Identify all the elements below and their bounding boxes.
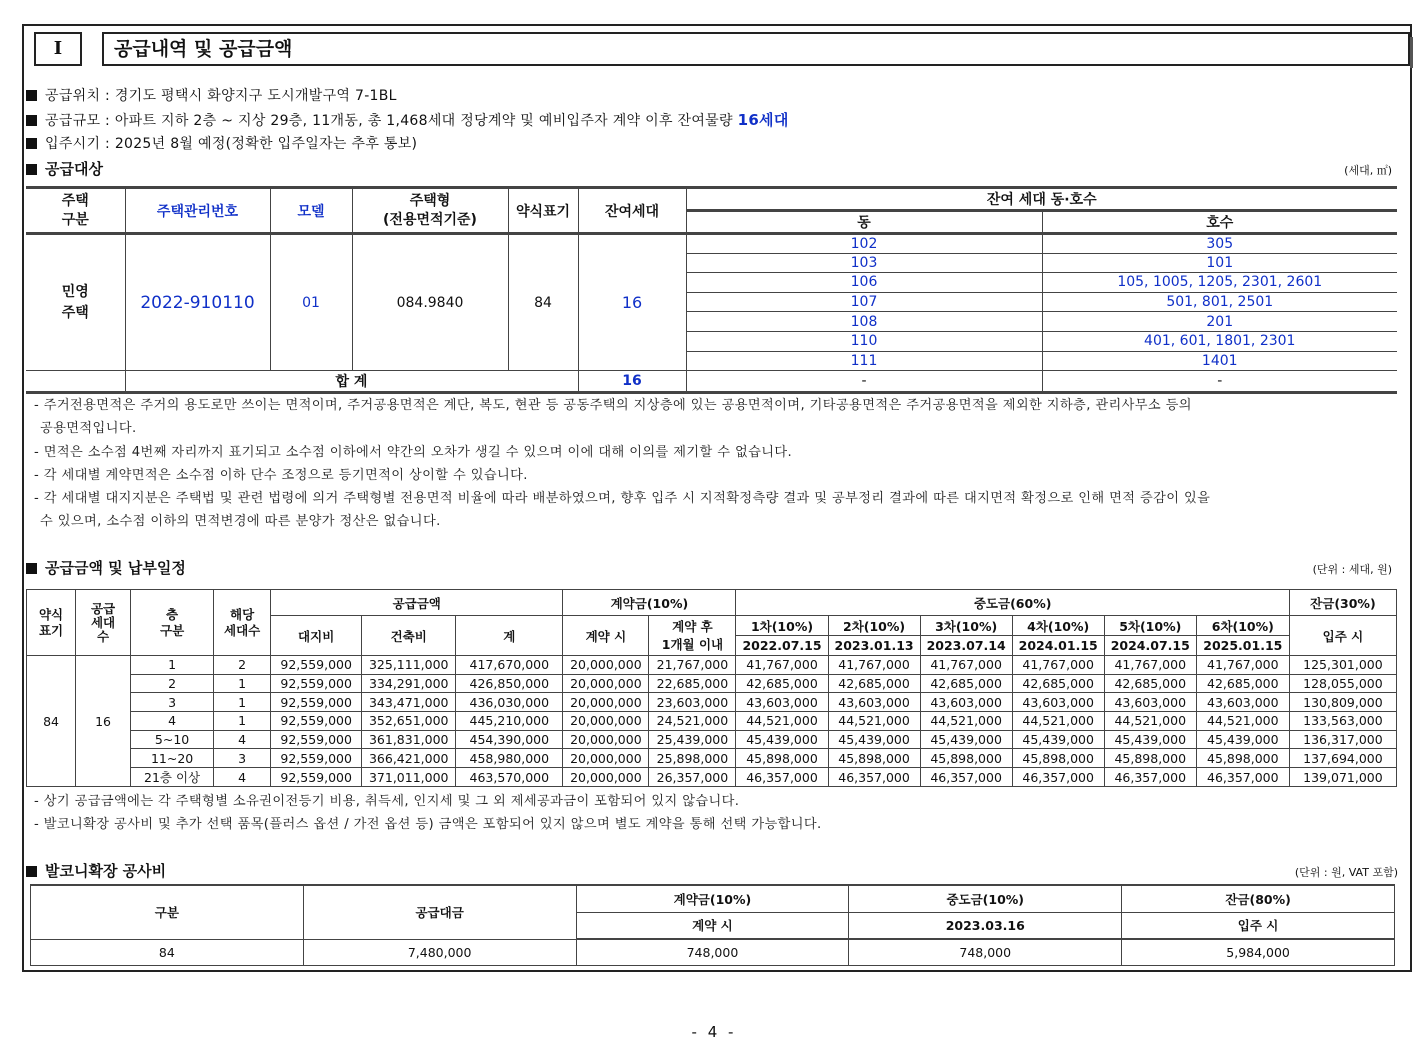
section-header <box>34 32 1410 68</box>
header-sum: 계 <box>456 616 563 656</box>
table-row <box>27 656 1397 675</box>
price-table-body <box>27 656 1397 787</box>
cell-middle: 45,439,000 <box>1012 730 1104 749</box>
cell-building: 325,111,000 <box>362 656 456 675</box>
cell-house-type: 민영 주택 <box>26 234 125 371</box>
cell-floor: 5~10 <box>131 730 214 749</box>
cell-middle: 42,685,000 <box>1012 674 1104 693</box>
cell-price: 7,480,000 <box>303 939 576 965</box>
cell-middle: 41,767,000 <box>920 656 1012 675</box>
info-scale <box>26 109 789 130</box>
header-middle-part: 2차(10%) <box>828 616 920 636</box>
page-number: - 4 - <box>691 1023 737 1041</box>
header-dong: 동 <box>686 211 1042 234</box>
cell-middle: 41,767,000 <box>1012 656 1104 675</box>
note-line: - 각 세대별 계약면적은 소수점 이하 단수 조정으로 등기면적이 상이할 수 있습니다. <box>34 468 528 483</box>
info-location <box>26 85 397 105</box>
cell-dong: 106 <box>686 273 1042 293</box>
cell-deposit-after: 21,767,000 <box>649 656 736 675</box>
cell-total-remaining: 16 <box>578 371 686 393</box>
header-house-form-sub: (전용면적기준) <box>383 211 477 228</box>
info-move-in-text: 입주시기 : 2025년 8월 예정(정확한 입주일자는 추후 통보) <box>45 136 418 152</box>
cell-land: 92,559,000 <box>271 712 362 731</box>
price-unit: (단위 : 세대, 원) <box>1312 563 1392 576</box>
header-deposit-at: 계약 시 <box>576 912 849 939</box>
cell-supply-units: 16 <box>76 656 131 787</box>
cell-land: 92,559,000 <box>271 693 362 712</box>
table-row <box>27 693 1397 712</box>
cell-middle: 44,521,000 <box>1196 712 1289 731</box>
cell-floor: 2 <box>131 674 214 693</box>
cell-land: 92,559,000 <box>271 674 362 693</box>
cell-sum: 458,980,000 <box>456 749 563 768</box>
cell-middle: 46,357,000 <box>1196 768 1289 787</box>
cell-ho: 201 <box>1042 312 1397 332</box>
cell-middle: 42,685,000 <box>828 674 920 693</box>
cell-middle: 43,603,000 <box>920 693 1012 712</box>
cell-building: 334,291,000 <box>362 674 456 693</box>
bullet-square-icon <box>26 138 37 149</box>
cell-balance: 5,984,000 <box>1122 939 1395 965</box>
cell-middle: 44,521,000 <box>1012 712 1104 731</box>
cell-total-ho: - <box>1042 371 1397 393</box>
cell-land: 92,559,000 <box>271 768 362 787</box>
cell-deposit-after: 23,603,000 <box>649 693 736 712</box>
balcony-table <box>30 884 1395 966</box>
header-middle-date: 2023.03.16 <box>849 912 1122 939</box>
cell-dong: 108 <box>686 312 1042 332</box>
note-line: - 상기 공급금액에는 각 주택형별 소유권이전등기 비용, 취득세, 인지세 및 그 외 제세공과금이 포함되어 있지 않습니다. <box>34 794 740 809</box>
cell-category: 84 <box>31 939 304 965</box>
header-house-form <box>352 188 508 234</box>
cell-middle: 46,357,000 <box>1012 768 1104 787</box>
cell-middle: 42,685,000 <box>1104 674 1196 693</box>
cell-middle: 46,357,000 <box>920 768 1012 787</box>
cell-land: 92,559,000 <box>271 749 362 768</box>
note-line: 수 있으며, 소수점 이하의 면적변경에 따른 분양가 정산은 없습니다. <box>40 514 441 529</box>
cell-balance: 128,055,000 <box>1289 674 1396 693</box>
cell-house-form: 084.9840 <box>352 234 508 371</box>
cell-dong: 111 <box>686 351 1042 371</box>
cell-middle: 42,685,000 <box>1196 674 1289 693</box>
cell-floor: 11~20 <box>131 749 214 768</box>
cell-middle: 46,357,000 <box>1104 768 1196 787</box>
cell-deposit-at: 20,000,000 <box>563 674 649 693</box>
supply-target-table <box>26 186 1397 394</box>
header-balance: 잔금(30%) <box>1289 590 1396 616</box>
balcony-heading-text: 발코니확장 공사비 <box>45 862 167 880</box>
cell-total-blank <box>26 371 125 393</box>
header-balance-at: 입주 시 <box>1122 912 1395 939</box>
cell-sum: 454,390,000 <box>456 730 563 749</box>
cell-units: 1 <box>214 674 271 693</box>
table-row <box>27 768 1397 787</box>
bullet-square-icon <box>26 90 37 101</box>
info-scale-highlight: 16세대 <box>737 111 789 129</box>
header-middle-part: 5차(10%) <box>1104 616 1196 636</box>
cell-building: 361,831,000 <box>362 730 456 749</box>
price-table <box>26 589 1397 787</box>
balcony-unit: (단위 : 원, VAT 포함) <box>1294 866 1398 879</box>
cell-units: 4 <box>214 768 271 787</box>
cell-middle: 45,439,000 <box>828 730 920 749</box>
header-mgmt-no: 주택관리번호 <box>125 188 270 234</box>
table-row <box>27 674 1397 693</box>
cell-deposit-at: 20,000,000 <box>563 712 649 731</box>
cell-dong: 107 <box>686 292 1042 312</box>
cell-middle: 44,521,000 <box>920 712 1012 731</box>
cell-deposit: 748,000 <box>576 939 849 965</box>
header-middle: 중도금(60%) <box>736 590 1289 616</box>
cell-sum: 426,850,000 <box>456 674 563 693</box>
cell-balance: 130,809,000 <box>1289 693 1396 712</box>
cell-deposit-after: 22,685,000 <box>649 674 736 693</box>
header-price: 공급대금 <box>303 885 576 939</box>
header-category: 구분 <box>31 885 304 939</box>
header-ho: 호수 <box>1042 211 1397 234</box>
cell-middle: 43,603,000 <box>828 693 920 712</box>
cell-deposit-after: 25,439,000 <box>649 730 736 749</box>
cell-units: 2 <box>214 656 271 675</box>
cell-balance: 125,301,000 <box>1289 656 1396 675</box>
header-deposit-after: 계약 후 1개월 이내 <box>649 616 736 656</box>
note-line: - 주거전용면적은 주거의 용도로만 쓰이는 면적이며, 주거공용면적은 계단, 복도, 현관 등 공동주택의 지상층에 있는 공용면적이며, 기타공용면적은 주거공용면적을 제외한 지하층, 관리사무소 등의 <box>34 398 1192 413</box>
cell-deposit-after: 25,898,000 <box>649 749 736 768</box>
cell-building: 371,011,000 <box>362 768 456 787</box>
cell-middle: 42,685,000 <box>736 674 828 693</box>
cell-units: 3 <box>214 749 271 768</box>
cell-deposit-at: 20,000,000 <box>563 656 649 675</box>
note-line: - 발코니확장 공사비 및 추가 선택 품목(플러스 옵션 / 가전 옵션 등) 금액은 포함되어 있지 않으며 별도 계약을 통해 선택 가능합니다. <box>34 817 822 832</box>
cell-remaining: 16 <box>578 234 686 371</box>
cell-middle: 41,767,000 <box>828 656 920 675</box>
cell-ho: 101 <box>1042 253 1397 273</box>
cell-dong: 110 <box>686 331 1042 351</box>
cell-deposit-at: 20,000,000 <box>563 693 649 712</box>
cell-balance: 136,317,000 <box>1289 730 1396 749</box>
header-supply-amount: 공급금액 <box>271 590 563 616</box>
header-middle-date: 2023.07.14 <box>920 636 1012 656</box>
cell-middle: 41,767,000 <box>1196 656 1289 675</box>
supply-target-heading-text: 공급대상 <box>45 160 103 178</box>
cell-dong: 102 <box>686 234 1042 254</box>
cell-middle: 45,439,000 <box>1104 730 1196 749</box>
cell-middle: 43,603,000 <box>1104 693 1196 712</box>
cell-units: 1 <box>214 693 271 712</box>
cell-middle: 45,898,000 <box>1196 749 1289 768</box>
cell-short: 84 <box>508 234 578 371</box>
cell-sum: 417,670,000 <box>456 656 563 675</box>
header-deposit-at: 계약 시 <box>563 616 649 656</box>
header-short: 약식 표기 <box>27 590 76 656</box>
cell-land: 92,559,000 <box>271 656 362 675</box>
header-floor: 층 구분 <box>131 590 214 656</box>
header-house-form-label: 주택형 <box>409 192 451 209</box>
header-balance: 잔금(80%) <box>1122 885 1395 912</box>
supply-target-heading <box>26 158 103 179</box>
cell-total-dong: - <box>686 371 1042 393</box>
bullet-square-icon <box>26 164 37 175</box>
cell-mgmt-no: 2022-910110 <box>125 234 270 371</box>
header-middle-part: 4차(10%) <box>1012 616 1104 636</box>
cell-balance: 137,694,000 <box>1289 749 1396 768</box>
table-row <box>27 749 1397 768</box>
cell-balance: 133,563,000 <box>1289 712 1396 731</box>
cell-middle: 44,521,000 <box>736 712 828 731</box>
cell-ho: 1401 <box>1042 351 1397 371</box>
cell-land: 92,559,000 <box>271 730 362 749</box>
bullet-square-icon <box>26 115 37 126</box>
cell-middle: 44,521,000 <box>1104 712 1196 731</box>
cell-middle: 748,000 <box>849 939 1122 965</box>
cell-floor: 4 <box>131 712 214 731</box>
info-move-in <box>26 133 417 153</box>
cell-building: 366,421,000 <box>362 749 456 768</box>
cell-middle: 41,767,000 <box>1104 656 1196 675</box>
header-middle-date: 2024.07.15 <box>1104 636 1196 656</box>
header-remaining-units: 잔여 세대 동·호수 <box>686 188 1397 211</box>
info-scale-text: 공급규모 : 아파트 지하 2층 ~ 지상 29층, 11개동, 총 1,468세대 정당계약 및 예비입주자 계약 이후 잔여물량 <box>45 113 738 129</box>
section-title: 공급내역 및 공급금액 <box>102 32 1410 66</box>
header-short: 약식표기 <box>508 188 578 234</box>
header-remaining: 잔여세대 <box>578 188 686 234</box>
cell-ho: 401, 601, 1801, 2301 <box>1042 331 1397 351</box>
cell-deposit-at: 20,000,000 <box>563 730 649 749</box>
table-row <box>27 712 1397 731</box>
header-units: 해당 세대수 <box>214 590 271 656</box>
cell-middle: 45,439,000 <box>736 730 828 749</box>
cell-deposit-after: 26,357,000 <box>649 768 736 787</box>
cell-middle: 42,685,000 <box>920 674 1012 693</box>
cell-middle: 44,521,000 <box>828 712 920 731</box>
note-line: - 면적은 소수점 4번째 자리까지 표기되고 소수점 이하에서 약간의 오차가 생길 수 있으며 이에 대해 이의를 제기할 수 없습니다. <box>34 445 793 460</box>
cell-deposit-after: 24,521,000 <box>649 712 736 731</box>
info-location-text: 공급위치 : 경기도 평택시 화양지구 도시개발구역 7-1BL <box>45 88 397 104</box>
header-middle-part: 3차(10%) <box>920 616 1012 636</box>
cell-middle: 43,603,000 <box>736 693 828 712</box>
cell-middle: 46,357,000 <box>736 768 828 787</box>
cell-deposit-at: 20,000,000 <box>563 768 649 787</box>
cell-middle: 45,439,000 <box>1196 730 1289 749</box>
section-number: I <box>34 32 82 66</box>
cell-ho: 105, 1005, 1205, 2301, 2601 <box>1042 273 1397 293</box>
bullet-square-icon <box>26 563 37 574</box>
cell-ho: 305 <box>1042 234 1397 254</box>
header-land: 대지비 <box>271 616 362 656</box>
cell-units: 4 <box>214 730 271 749</box>
note-line: - 각 세대별 대지지분은 주택법 및 관련 법령에 의거 주택형별 전용면적 비율에 따라 배분하였으며, 향후 입주 시 지적확정측량 결과 및 공부정리 결과에 따른 대지면적 확정으로 인해 면적 증감이 있을 <box>34 491 1211 506</box>
cell-middle: 45,898,000 <box>736 749 828 768</box>
table-row <box>27 730 1397 749</box>
cell-middle: 45,439,000 <box>920 730 1012 749</box>
header-balance-at: 입주 시 <box>1289 616 1396 656</box>
header-house-type: 주택 구분 <box>26 188 125 234</box>
cell-deposit-at: 20,000,000 <box>563 749 649 768</box>
cell-floor: 21층 이상 <box>131 768 214 787</box>
cell-ho: 501, 801, 2501 <box>1042 292 1397 312</box>
cell-middle: 45,898,000 <box>1012 749 1104 768</box>
cell-balance: 139,071,000 <box>1289 768 1396 787</box>
bullet-square-icon <box>26 866 37 877</box>
header-middle-date: 2023.01.13 <box>828 636 920 656</box>
price-heading-text: 공급금액 및 납부일정 <box>45 559 186 577</box>
header-supply-units: 공급 세대 수 <box>76 590 131 656</box>
cell-building: 343,471,000 <box>362 693 456 712</box>
cell-middle: 45,898,000 <box>828 749 920 768</box>
cell-sum: 463,570,000 <box>456 768 563 787</box>
note-line: 공용면적입니다. <box>40 421 137 436</box>
cell-units: 1 <box>214 712 271 731</box>
cell-floor: 1 <box>131 656 214 675</box>
cell-dong: 103 <box>686 253 1042 273</box>
header-middle-date: 2024.01.15 <box>1012 636 1104 656</box>
supply-target-unit: (세대, ㎡) <box>1344 164 1392 177</box>
header-model: 모델 <box>270 188 352 234</box>
cell-middle: 46,357,000 <box>828 768 920 787</box>
price-heading <box>26 557 186 578</box>
header-building: 건축비 <box>362 616 456 656</box>
header-middle-part: 6차(10%) <box>1196 616 1289 636</box>
header-middle-date: 2022.07.15 <box>736 636 828 656</box>
cell-sum: 436,030,000 <box>456 693 563 712</box>
balcony-heading <box>26 860 166 881</box>
cell-building: 352,651,000 <box>362 712 456 731</box>
header-deposit: 계약금(10%) <box>576 885 849 912</box>
header-middle-date: 2025.01.15 <box>1196 636 1289 656</box>
header-deposit: 계약금(10%) <box>563 590 736 616</box>
cell-sum: 445,210,000 <box>456 712 563 731</box>
header-middle-part: 1차(10%) <box>736 616 828 636</box>
cell-floor: 3 <box>131 693 214 712</box>
cell-middle: 45,898,000 <box>1104 749 1196 768</box>
cell-middle: 45,898,000 <box>920 749 1012 768</box>
cell-middle: 43,603,000 <box>1012 693 1104 712</box>
cell-middle: 41,767,000 <box>736 656 828 675</box>
header-middle: 중도금(10%) <box>849 885 1122 912</box>
cell-total-label: 합 계 <box>125 371 578 393</box>
cell-short: 84 <box>27 656 76 787</box>
cell-middle: 43,603,000 <box>1196 693 1289 712</box>
cell-model: 01 <box>270 234 352 371</box>
